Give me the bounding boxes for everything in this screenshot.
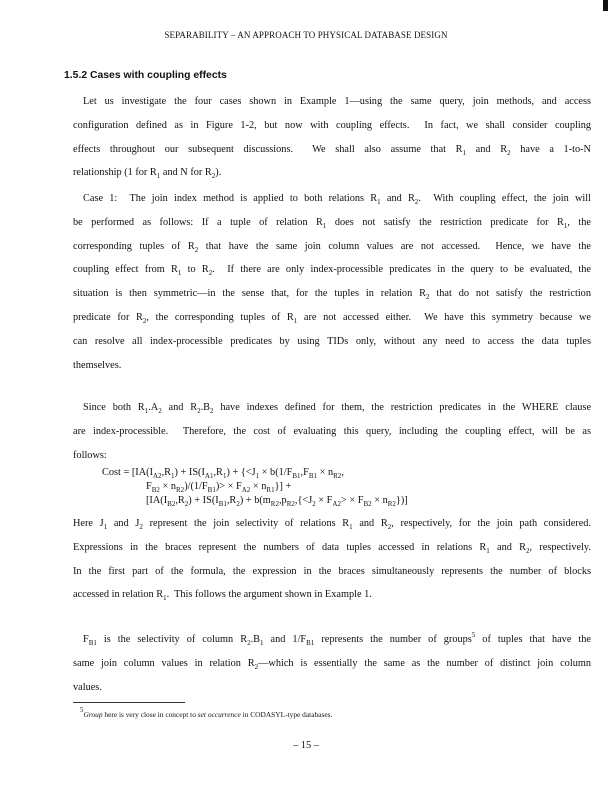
running-head: SEPARABILITY – AN APPROACH TO PHYSICAL DATABASE DESIGN	[164, 30, 448, 40]
text-line: coupling effect from $R_1$ to $R_2$. If there are only index-processible predicates in the query to be evaluated, the	[73, 264, 592, 278]
text-line: corresponding tuples of $R_2$ that have the same join column values are not accessed. Hence, we have the	[73, 240, 591, 254]
cost-formula	[102, 466, 408, 508]
footnote-rule	[73, 702, 185, 703]
page-number: – 15 –	[293, 740, 319, 751]
text-line: configuration defined as in Figure 1-2, but now with coupling effects. In fact, we shall consider coupling	[73, 119, 591, 131]
text-line: Here $J_1$ and $J_2$ represent the join selectivity of relations $R_1$ and $R_2$, respectively, for the join path considered.	[73, 518, 591, 531]
text-line: predicate for $R_2$, the corresponding tuples of $R_1$ are not accessed either. We have this symmetry because we	[73, 311, 591, 325]
footnote: $^5$Group here is very close in concept to set occurrence in CODASYL-type databases.	[80, 706, 333, 719]
text-line: follows:	[73, 449, 107, 461]
text-line: In the first part of the formula, the expression in the braces simultaneously represents the number of blocks	[73, 565, 591, 577]
text-line: situation is then symmetric—in the sense that, for the tuples in relation $R_2$ that do not satisfy the restriction	[73, 288, 591, 302]
text-line: Since both $R_1.A_2$ and $R_2.B_2$ have indexes defined for them, the restriction predicates in the WHERE clause	[83, 402, 592, 415]
scan-edge-mark	[603, 0, 608, 11]
formula-line: Cost = [$IA(I_{A2},R_1) + IS(I_{A1},R_1) + \{<J_1 \times b(1/F_{B1},F_{B1} \times n_{R2}$,	[102, 467, 344, 480]
text-line: Case 1: The join index method is applied to both relations $R_1$ and $R_2$. With coupling effect, the join will	[83, 193, 591, 206]
paragraph-case-1	[73, 187, 591, 377]
text-line: be performed as follows: If a tuple of relation $R_1$ does not satisfy the restriction predicate for $R_1$, the	[73, 216, 591, 230]
text-line: values.	[73, 681, 102, 693]
text-line: effects throughout our subsequent discussions. We shall also assume that $R_1$ and $R_2$ have a 1-to-N	[73, 143, 591, 157]
paragraph-since-both	[73, 396, 591, 467]
text-line: themselves.	[73, 359, 122, 371]
text-line: Expressions in the braces represent the numbers of data tuples accessed in relations $R_1$ and $R_2$, respectively.	[73, 541, 591, 555]
formula-line: $[IA(I_{B2},R_2) + IS(I_{B1},R_2) + b(m_{R2},p_{R2},\{<J_2 \times F_{A2}> \times F_{B2} \times n_{R2}\})]$	[146, 495, 408, 508]
footnote-marker: 5	[80, 706, 84, 714]
text-line: can resolve all index-processible predicates by using TIDs only, without any need to access the data tuples	[73, 335, 591, 347]
text-line: relationship (1 for $R_1$ and N for $R_2$).	[73, 167, 222, 181]
paragraph-fb1	[73, 628, 591, 699]
formula-line: $F_{B2} \times n_{R2})/(1/F_{B1})> \times F_{A2} \times n_{R1}$}] +	[146, 481, 292, 494]
text-line: are index-processible. Therefore, the cost of evaluating this query, including the coupling effect, will be as	[73, 425, 591, 437]
paragraph-here	[73, 512, 591, 607]
text-line: accessed in relation $R_1$. This follows the argument shown in Example 1.	[73, 589, 372, 603]
text-line: same join column values in relation $R_2—which$ is essentially the same as the number of distinct join column	[73, 657, 591, 671]
text-line: Let us investigate the four cases shown in Example 1—using the same query, join methods, and access	[83, 96, 591, 107]
section-heading: 1.5.2 Cases with coupling effects	[64, 70, 227, 81]
paragraph-intro	[73, 90, 591, 185]
text-line: $F_{B1}$ is the selectivity of column $R_2.B_1$ and $1/F_{B1}$ represents the number of groups$^5$ of tuples that have the	[83, 631, 591, 647]
